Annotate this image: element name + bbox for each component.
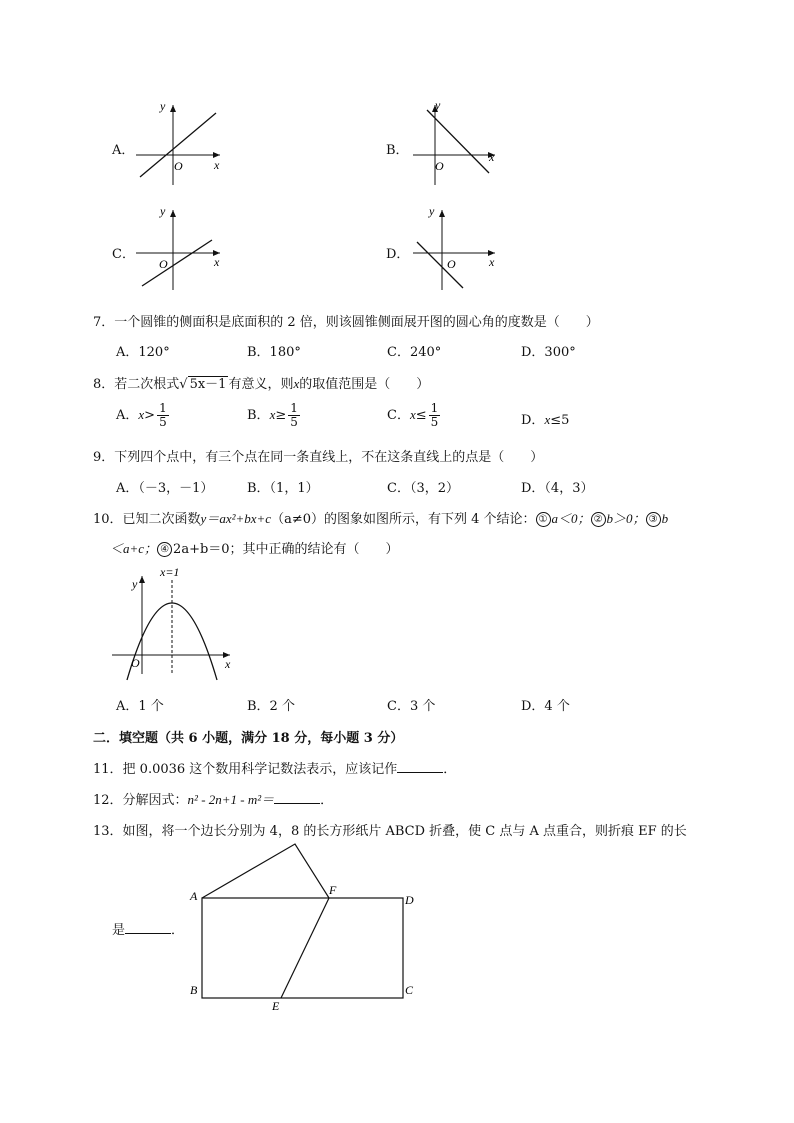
q10-option-d: D．4 个 (521, 699, 570, 714)
option-a-label: A． (112, 143, 135, 158)
q7-option-a: A．120° (116, 345, 170, 360)
section-2-title: 二．填空题（共 6 小题，满分 18 分，每小题 3 分） (93, 731, 404, 746)
point-c-label: C (405, 983, 414, 997)
point-a-label: A (190, 889, 198, 903)
graph-c-y-label: y (160, 204, 166, 218)
q10-line1: 10．已知二次函数y＝ax²+bx+c（a≠0）的图象如图所示，有下列 4 个结论： ① a＜0； ② b＞0； ③ b (93, 511, 669, 527)
graph-a-origin: O (174, 159, 183, 173)
graph-d-y-arrow (439, 210, 445, 217)
q12: 12．分解因式：n² - 2n+1 - m²＝ ． (93, 792, 334, 808)
q13-continuation: 是 ． (112, 923, 185, 938)
graph-d-x-label: x (489, 255, 495, 269)
q9-stem: 9．下列四个点中，有三个点在同一条直线上，不在这条直线上的点是（ ） (93, 450, 544, 465)
q7-option-c: C．240° (387, 345, 442, 360)
q10-line2: ＜a+c； ④ 2a+b＝0；其中正确的结论有（ ） (110, 541, 399, 557)
graph-b-x-label: x (489, 150, 495, 164)
graph-a-x-label: x (214, 158, 220, 172)
graph-d-line (417, 242, 463, 288)
q10-function: y＝ax²+bx+c (200, 511, 272, 526)
graph-a-y-label: y (160, 99, 166, 113)
graph-c-y-arrow (170, 210, 176, 217)
rectangle-abcd (202, 898, 403, 998)
q8-var: x (293, 376, 300, 391)
q8-radicand: 5x－1 (189, 377, 227, 392)
q10-y-label: y (132, 577, 138, 591)
option-b-label: B． (386, 143, 409, 158)
q8-stem-post: 有意义，则 (228, 377, 294, 392)
q9-option-d: D．（4，3） (521, 481, 594, 496)
q13-rectangle-figure (185, 838, 420, 1016)
q8-option-a: A．x> $\frac{1}{5}$ (116, 401, 167, 429)
q13-answer-blank[interactable] (125, 921, 171, 934)
q10-y-arrow (139, 576, 145, 583)
fraction: $\frac{1}{5}$ (159, 401, 167, 429)
q8-stem (93, 373, 429, 392)
marker-4: ④ (157, 542, 172, 557)
q9-option-a: A．（－3，－1） (116, 481, 214, 496)
graph-b (405, 95, 505, 190)
q8-option-c: C．x≤ $\frac{1}{5}$ (387, 401, 439, 429)
option-d-label: D． (386, 247, 410, 262)
graph-d (405, 200, 505, 295)
graph-d-origin: O (447, 257, 456, 271)
graph-b-origin: O (435, 159, 444, 173)
folded-flap (202, 844, 329, 898)
marker-3: ③ (646, 512, 661, 527)
q10-option-a: A．1 个 (116, 699, 164, 714)
graph-d-y-label: y (429, 204, 435, 218)
point-b-label: B (190, 983, 198, 997)
q12-expression: n² - 2n+1 - m²＝ (187, 792, 275, 807)
q8-option-b: B．x≥ $\frac{1}{5}$ (247, 401, 298, 429)
q7-option-b: B．180° (247, 345, 301, 360)
crease-ef (281, 898, 329, 998)
q8-stem-pre: 8．若二次根式 (93, 377, 180, 392)
graph-a (128, 95, 228, 190)
q10-x-label: x (225, 657, 231, 671)
q8-stem-end: 的取值范围是（ ） (299, 377, 430, 392)
option-c-label: C． (112, 247, 135, 262)
q10-axis-label: x=1 (160, 565, 180, 579)
q11: 11．把 0.0036 这个数用科学记数法表示，应该记作 ． (93, 762, 457, 777)
q9-option-b: B．（1，1） (247, 481, 319, 496)
graph-c-line (142, 240, 212, 286)
point-d-label: D (405, 893, 414, 907)
q10-option-b: B．2 个 (247, 699, 295, 714)
graph-c (128, 200, 228, 295)
graph-c-x-label: x (214, 255, 220, 269)
q7-option-d: D．300° (521, 345, 576, 360)
point-f-label: F (329, 883, 337, 897)
q10-parabola-graph (108, 562, 238, 682)
q7-stem: 7．一个圆锥的侧面积是底面积的 2 倍，则该圆锥侧面展开图的圆心角的度数是（ ） (93, 315, 599, 330)
graph-b-y-label: y (435, 98, 441, 112)
fraction: $\frac{1}{5}$ (430, 401, 439, 429)
marker-1: ① (536, 512, 551, 527)
q10-option-c: C．3 个 (387, 699, 436, 714)
point-e-label: E (272, 999, 280, 1013)
q12-answer-blank[interactable] (274, 791, 320, 804)
graph-a-y-arrow (170, 105, 176, 112)
fraction: $\frac{1}{5}$ (290, 401, 298, 429)
q13-stem: 13．如图，将一个边长分别为 4，8 的长方形纸片 ABCD 折叠，使 C 点与 A 点重合，则折痕 EF 的长 (93, 824, 687, 839)
q8-radical: √ 5x－1 (179, 377, 227, 392)
graph-c-origin: O (159, 257, 168, 271)
marker-2: ② (591, 512, 606, 527)
q11-answer-blank[interactable] (397, 760, 443, 773)
q8-option-d: D．x≤5 (521, 412, 570, 428)
q10-origin: O (131, 656, 140, 670)
q9-option-c: C．（3，2） (387, 481, 459, 496)
